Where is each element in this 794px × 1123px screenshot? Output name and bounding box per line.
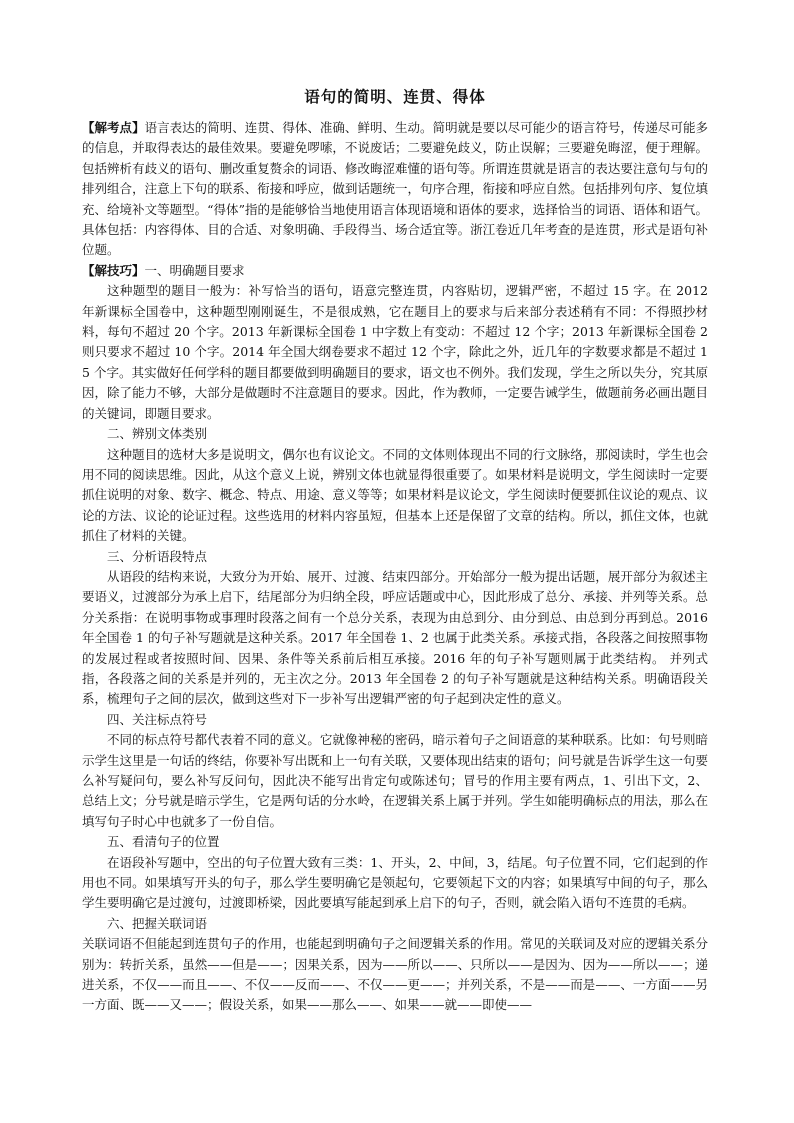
page-title: 语句的简明、连贯、得体: [304, 87, 486, 106]
kaodian-text: 语言表达的简明、连贯、得体、准确、鲜明、生动。简明就是要以尽可能少的语言符号，传递尽可能多的信息，并取得表达的最佳效果。要避免啰嗦，不说废话；二要避免歧义，防止误解；三要避免晦涩，便于理解。包括辨析有歧义的语句、删改重复赘余的词语、修改晦涩难懂的语句等。所谓连贯就是语言的表达要注意句与句的排列组合，注意上下句的联系、衔接和呼应，做到话题统一，句序合理，衔接和呼应自然。包括排列句序、复位填充、给境补文等题型。“得体”指的是能够恰当地使用语言体现语境和语体的要求，选择恰当的词语、语体和语气。具体包括：内容得体、目的合适、对象明确、手段得当、场合适宜等。浙江卷近几年考查的是连贯，形式是语句补位题。: [82, 120, 708, 258]
section-heading-4: 四、关注标点符号: [107, 711, 208, 727]
section-heading-3: 三、分析语段特点: [107, 548, 208, 564]
section-heading-1: 一、明确题目要求: [144, 262, 245, 278]
section-body-4: 不同的标点符号都代表着不同的意义。它就像神秘的密码，暗示着句子之间语意的某种联系。比如：句号则暗示学生这里是一句话的终结，你要补写出既和上一句有关联，又要体现出结束的语句；问号就是告诉学生这一句要么补写疑问句，要么补写反问句，因此决不能写出肯定句或陈述句；冒号的作用主要有两点，1、引出下文，2、总结上文；分号就是暗示学生，它是两句话的分水岭，在逻辑关系上属于并列。学生如能明确标点的用法，那么在填写句子时心中也就多了一份自信。: [82, 732, 708, 829]
section-body-3: 从语段的结构来说，大致分为开始、展开、过渡、结束四部分。开始部分一般为提出话题，展开部分为叙述主要语义，过渡部分为承上启下，结尾部分为归纳全段，呼应话题或中心，因此形成了总分、承接、并列等关系。总分关系指：在说明事物或事理时段落之间有一个总分关系，表现为由总到分、由分到总、由总到分再到总。2016 年全国卷 1 的句子补写题就是这种关系。2017 年全国卷 1、2 也属于此类关系。承接式指，各段落之间按照事物的发展过程或者按照时间、因果、条件等关系前后相互承接。2016 年的句子补写题则属于此类结构。 并列式指，各段落之间的关系是并列的，无主次之分。2013 年全国卷 2 的句子补写题就是这种结构关系。明确语段关系，梳理句子之间的层次，做到这些对下一步补写出逻辑严密的句子起到决定性的意义。: [82, 568, 708, 707]
kaodian-paragraph: [82, 118, 708, 261]
jiqiao-heading: [82, 261, 708, 281]
section-heading-5: 五、看清句子的位置: [107, 834, 220, 850]
section-body-6: 关联词语不但能起到连贯句子的作用，也能起到明确句子之间逻辑关系的作用。常见的关联词及对应的逻辑关系分别为：转折关系，虽然——但是——；因果关系，因为——所以——、只所以——是因为、因为——所以——；递进关系，不仅——而且——、不仅——反而——、不仅——更——；并列关系，不是——而是——、一方面——另一方面、既——又——；假设关系，如果——那么——、如果——就——即使——: [82, 936, 708, 1013]
kaodian-label: 【解考点】: [82, 120, 145, 135]
section-body-2: 这种题目的选材大多是说明文，偶尔也有议论文。不同的文体则体现出不同的行文脉络，那阅读时，学生也会用不同的阅读思维。因此，从这个意义上说，辨别文体也就显得很重要了。如果材料是说明文，学生阅读时一定要抓住说明的对象、数字、概念、特点、用途、意义等等；如果材料是议论文，学生阅读时便要抓住议论的观点、议论的方法、议论的论证过程。这些选用的材料内容虽短，但基本上还是保留了文章的结构。所以，抓住文体，也就抓住了材料的关键。: [82, 446, 708, 544]
jiqiao-label: 【解技巧】: [82, 262, 145, 278]
section-heading-2: 二、辨别文体类别: [107, 426, 208, 442]
section-heading-6: 六、把握关联词语: [107, 915, 208, 931]
section-body-5: 在语段补写题中，空出的句子位置大致有三类：1、开头，2、中间，3，结尾。句子位置不同，它们起到的作用也不同。如果填写开头的句子，那么学生要明确它是领起句，它要领起下文的内容；如果填写中间的句子，那么学生要明确它是过渡句，过渡即桥梁，因此要填写能起到承上启下的句子，否则，就会陷入语句不连贯的毛病。: [82, 854, 708, 911]
section-body-1: 这种题型的题目一般为：补写恰当的语句，语意完整连贯，内容贴切，逻辑严密，不超过 15 字。在 2012 年新课标全国卷中，这种题型刚刚诞生，不是很成熟，它在题目上的要求与后来部分表述稍有不同：不得照抄材料，每句不超过 20 个字。2013 年新课标全国卷 1 中字数上有变动：不超过 12 个字；2013 年新课标全国卷 2 则只要求不超过 10 个字。2014 年全国大纲卷要求不超过 12 个字，除此之外，近几年的字数要求都是不超过 15 个字。其实做好任何学科的题目都要做到明确题目的要求，语文也不例外。我们发现，学生之所以失分，究其原因，除了能力不够，大部分是做题时不注意题目的要求。因此，作为教师，一定要告诫学生，做题前务必画出题目的关键词，即题目要求。: [82, 283, 708, 421]
